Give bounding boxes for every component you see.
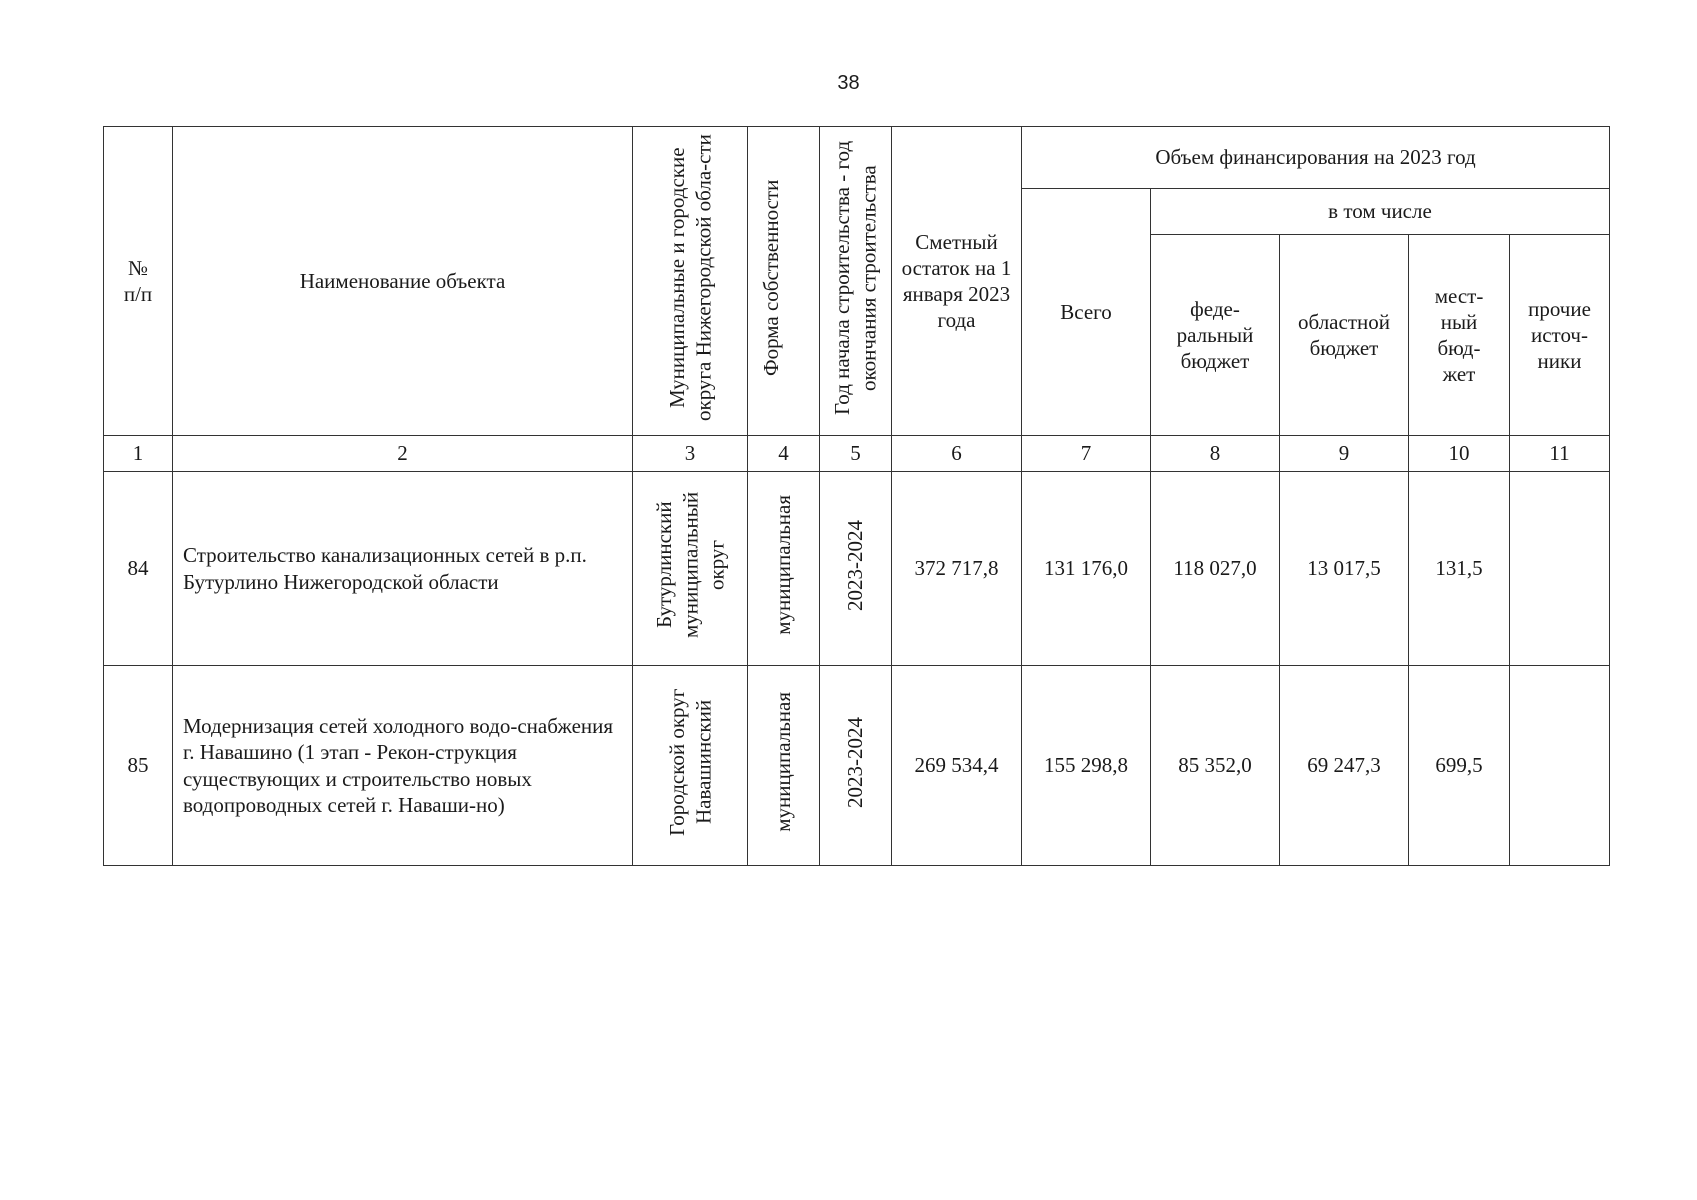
column-number: 11 (1510, 436, 1610, 472)
column-number: 2 (173, 436, 633, 472)
header-group-financing: Объем финансирования на 2023 год (1022, 127, 1610, 189)
row-number: 85 (104, 666, 173, 866)
column-number: 1 (104, 436, 173, 472)
municipality-cell: Бутурлинский муниципальный округ (633, 472, 748, 666)
ownership-cell: муниципальная (748, 472, 820, 666)
column-number: 7 (1022, 436, 1151, 472)
years-cell: 2023-2024 (820, 472, 892, 666)
column-number: 10 (1409, 436, 1510, 472)
header-group-including: в том числе (1151, 189, 1610, 235)
column-number: 8 (1151, 436, 1280, 472)
regional-cell: 13 017,5 (1280, 472, 1409, 666)
page-number: 38 (837, 72, 860, 94)
table-row (104, 472, 1610, 666)
object-name: Строительство канализационных сетей в р.п. Бутурлино Нижегородской области (173, 472, 633, 666)
header-col-num: № п/п (104, 127, 173, 436)
header-col-other: прочие источ- ники (1510, 235, 1610, 436)
header-col-municipality: Муниципальные и городские округа Нижегородской обла-сти (633, 127, 748, 436)
column-number: 5 (820, 436, 892, 472)
regional-cell: 69 247,3 (1280, 666, 1409, 866)
header-col-regional: областной бюджет (1280, 235, 1409, 436)
local-cell: 699,5 (1409, 666, 1510, 866)
header-row (104, 127, 1610, 189)
other-cell (1510, 666, 1610, 866)
row-number: 84 (104, 472, 173, 666)
federal-cell: 118 027,0 (1151, 472, 1280, 666)
header-col-total: Всего (1022, 189, 1151, 436)
other-cell (1510, 472, 1610, 666)
object-name: Модернизация сетей холодного водо-снабжения г. Навашино (1 этап - Рекон-струкция существующих и строительство новых водопроводных сетей г. Наваши-но) (173, 666, 633, 866)
investment-table (103, 126, 1610, 866)
column-number: 3 (633, 436, 748, 472)
header-col-ownership: Форма собственности (748, 127, 820, 436)
years-cell: 2023-2024 (820, 666, 892, 866)
local-cell: 131,5 (1409, 472, 1510, 666)
header-col-federal: феде- ральный бюджет (1151, 235, 1280, 436)
header-col-name: Наименование объекта (173, 127, 633, 436)
ownership-cell: муниципальная (748, 666, 820, 866)
column-number: 6 (892, 436, 1022, 472)
column-number: 4 (748, 436, 820, 472)
federal-cell: 85 352,0 (1151, 666, 1280, 866)
total-cell: 131 176,0 (1022, 472, 1151, 666)
header-col-years: Год начала строительства - год окончания строительства (820, 127, 892, 436)
column-number-row (104, 436, 1610, 472)
remainder-cell: 269 534,4 (892, 666, 1022, 866)
column-number: 9 (1280, 436, 1409, 472)
header-col-remainder: Сметный остаток на 1 января 2023 года (892, 127, 1022, 436)
remainder-cell: 372 717,8 (892, 472, 1022, 666)
table-row (104, 666, 1610, 866)
header-col-local: мест- ный бюд- жет (1409, 235, 1510, 436)
municipality-cell: Городской округ Навашинский (633, 666, 748, 866)
total-cell: 155 298,8 (1022, 666, 1151, 866)
